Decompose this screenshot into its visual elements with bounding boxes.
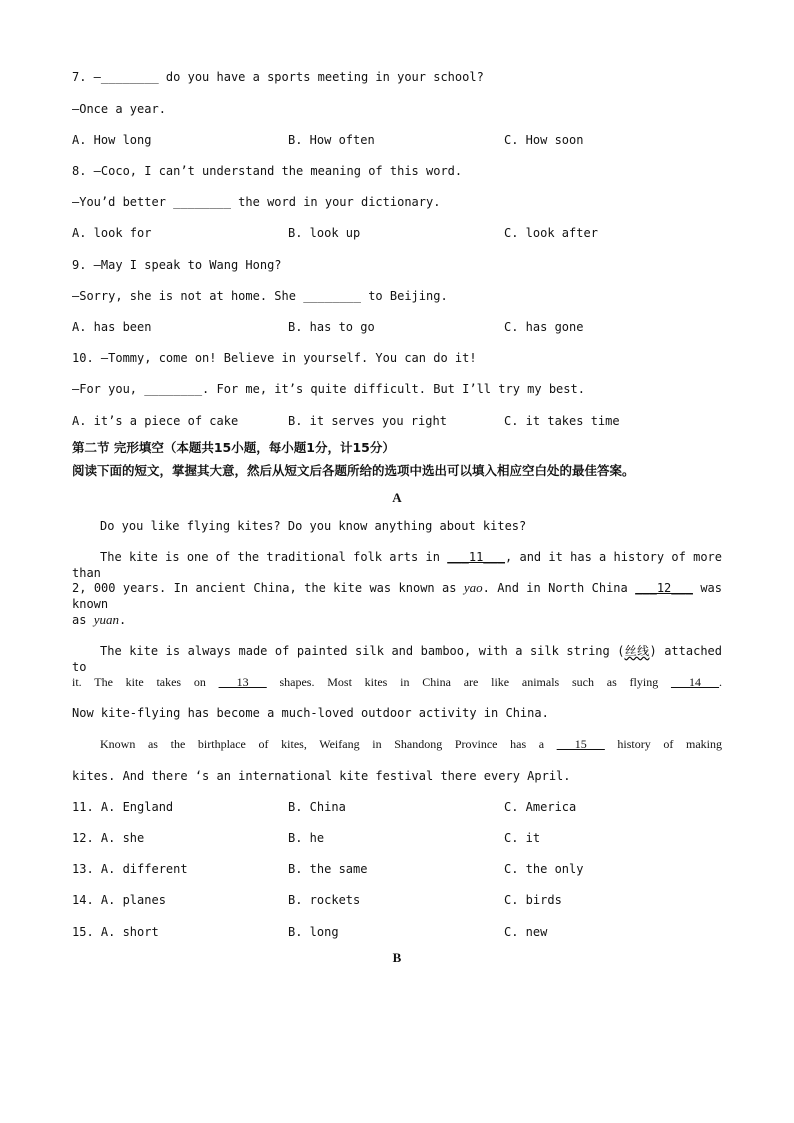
option-c: C. the only [504, 862, 584, 876]
passage-a-paragraph-1: Do you like flying kites? Do you know anything about kites? [100, 519, 527, 533]
option-c: C. America [504, 800, 577, 814]
option-b: B. rockets [288, 893, 361, 907]
blank-13: ___13___ [218, 675, 267, 689]
passage-a-paragraph-3-line-1: The kite is always made of painted silk and bamboo, with a silk string (丝线) attached to [72, 644, 722, 674]
silk-string-chinese: 丝线 [624, 644, 650, 658]
option-b: B. it serves you right [288, 414, 447, 428]
passage-a-paragraph-2-line-2: 2, 000 years. In ancient China, the kite was known as yao. And in North China ___12___ was known [72, 580, 722, 611]
passage-a-label: A [392, 490, 402, 505]
blank-11: ___11___ [447, 550, 505, 564]
option-b: B. China [288, 800, 346, 814]
option-a: 12. A. she [72, 831, 145, 845]
question-7-stem: 7. —________ do you have a sports meeting in your school? [72, 70, 484, 84]
passage-a-paragraph-3-line-2: it. The kite takes on ___13___ shapes. Most kites in China are like animals such as flying ___14___. [72, 675, 722, 689]
option-a: 13. A. different [72, 862, 188, 876]
option-a: A. it’s a piece of cake [72, 414, 239, 428]
option-c: C. new [504, 925, 548, 939]
question-7-reply: —Once a year. [72, 102, 166, 116]
blank-15: ___15___ [556, 737, 605, 751]
option-a: 15. A. short [72, 925, 159, 939]
option-a: A. How long [72, 133, 152, 147]
question-7-options [72, 132, 732, 148]
section-title: 第二节 完形填空（本题共15小题，每小题1分，计15分） [72, 440, 395, 455]
option-b: B. he [288, 831, 325, 845]
question-10-stem: 10. —Tommy, come on! Believe in yourself. You can do it! [72, 351, 477, 365]
question-8-stem: 8. —Coco, I can’t understand the meaning of this word. [72, 164, 463, 178]
question-9-options [72, 319, 732, 335]
question-9-stem: 9. —May I speak to Wang Hong? [72, 258, 282, 272]
word-yuan: yuan [93, 612, 119, 627]
option-a: A. look for [72, 226, 152, 240]
blank-12: ___12___ [635, 581, 693, 595]
option-c: C. it takes time [504, 414, 620, 428]
blank-14: ___14___ [671, 675, 719, 689]
option-c: C. it [504, 831, 541, 845]
question-14-options [72, 892, 732, 908]
question-11-options [72, 799, 732, 815]
question-12-options [72, 830, 732, 846]
question-15-options [72, 924, 732, 940]
passage-a-paragraph-2-line-1: The kite is one of the traditional folk arts in ___11___, and it has a history of more than [72, 550, 722, 580]
question-10-reply: —For you, ________. For me, it’s quite difficult. But I’ll try my best. [72, 382, 585, 396]
word-yao: yao [463, 580, 483, 595]
question-8-reply: —You’d better ________ the word in your dictionary. [72, 195, 441, 209]
passage-b-label: B [392, 950, 402, 965]
option-a: 11. A. England [72, 800, 174, 814]
passage-a-paragraph-3-line-3: Now kite-flying has become a much-loved outdoor activity in China. [72, 706, 549, 720]
option-b: B. look up [288, 226, 361, 240]
option-c: C. How soon [504, 133, 584, 147]
option-b: B. How often [288, 133, 375, 147]
question-8-options [72, 225, 732, 241]
option-a: 14. A. planes [72, 893, 166, 907]
section-instruction: 阅读下面的短文，掌握其大意，然后从短文后各题所给的选项中选出可以填入相应空白处的最佳答案。 [72, 463, 635, 478]
question-10-options [72, 413, 732, 429]
option-c: C. look after [504, 226, 598, 240]
option-a: A. has been [72, 320, 152, 334]
option-c: C. has gone [504, 320, 584, 334]
passage-a-paragraph-2-line-3: as yuan. [72, 612, 127, 627]
passage-a-paragraph-4-line-2: kites. And there ‘s an international kite festival there every April. [72, 769, 571, 783]
option-c: C. birds [504, 893, 562, 907]
question-9-reply: —Sorry, she is not at home. She ________ to Beijing. [72, 289, 448, 303]
option-b: B. the same [288, 862, 368, 876]
passage-a-paragraph-4-line-1: Known as the birthplace of kites, Weifang in Shandong Province has a ___15___ history of making [100, 737, 722, 751]
option-b: B. has to go [288, 320, 375, 334]
question-13-options [72, 861, 732, 877]
option-b: B. long [288, 925, 339, 939]
